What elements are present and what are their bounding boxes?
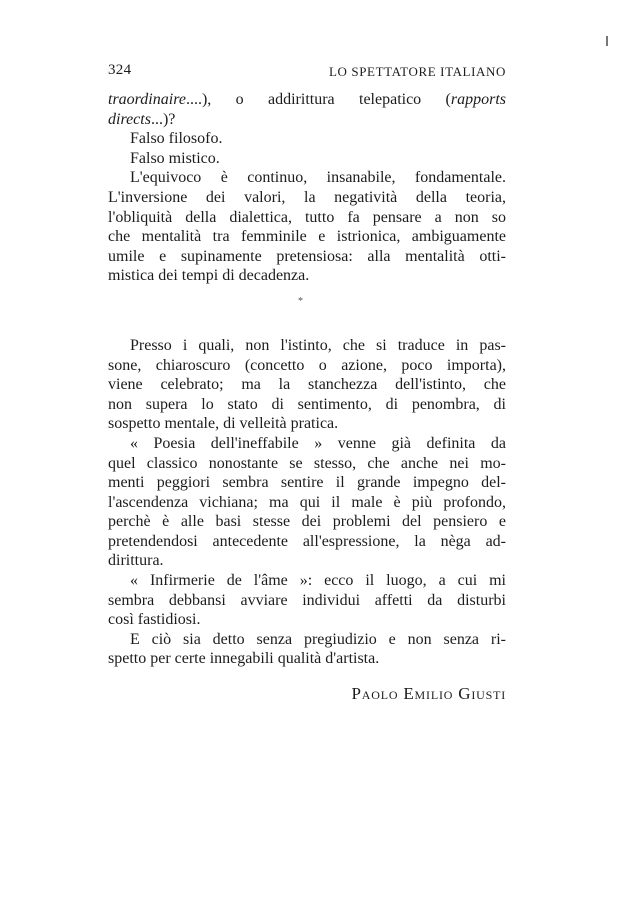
italic-phrase: directs	[108, 110, 151, 128]
author-signature	[352, 684, 506, 704]
text-line: dirittura.	[108, 552, 164, 570]
paragraph-equivoco	[108, 168, 506, 286]
text-line: l'obliquità della dialettica, tutto fa pensare a non so	[108, 208, 506, 226]
text-line: Presso i quali, non l'istinto, che si traduce in pas-	[130, 336, 506, 354]
margin-mark	[606, 36, 608, 46]
journal-title: LO SPETTATORE ITALIANO	[329, 64, 506, 79]
text-line: non supera lo stato di sentimento, di penombra, di	[108, 395, 506, 413]
italic-phrase: rapports	[450, 91, 506, 108]
paragraph-presso	[108, 336, 506, 434]
text-line: quel classico nonostante se stesso, che anche nei mo-	[108, 454, 506, 472]
text-line: directs...)?	[108, 110, 176, 128]
text-line: perchè è alle basi stesse dei problemi del pensiero e	[108, 513, 506, 531]
text-line: « Poesia dell'ineffabile » venne già definita da	[130, 434, 506, 452]
text-line: menti peggiori sembra sentire il grande impegno del-	[108, 474, 506, 492]
italic-phrase: traordinaire	[108, 91, 186, 108]
text-line: umile e supinamente pretensiosa: alla mentalità otti-	[108, 247, 506, 265]
text-line: così fastidiosi.	[108, 611, 201, 629]
text-line: l'ascendenza vichiana; ma qui il male è più profondo,	[108, 493, 506, 511]
section-break-mark: *	[298, 295, 303, 307]
text-line: viene celebrato; ma la stanchezza dell'istinto, che	[108, 376, 506, 394]
running-head	[108, 62, 506, 86]
text-line: sone, chiaroscuro (concetto o azione, poco importa),	[108, 356, 506, 374]
text-line: « Infirmerie de l'âme »: ecco il luogo, a cui mi	[130, 572, 506, 590]
text-line: spetto per certe innegabili qualità d'artista.	[108, 650, 380, 668]
page-number: 324	[108, 62, 132, 78]
section-break	[108, 286, 506, 336]
text-line: Falso filosofo.	[130, 130, 223, 148]
paragraph-continuation	[108, 90, 506, 129]
text-line: E ciò sia detto senza pregiudizio e non senza ri-	[130, 630, 506, 648]
text-line: mistica dei tempi di decadenza.	[108, 267, 310, 285]
text-line: sospetto mentale, di velleità pratica.	[108, 415, 339, 433]
text-line: che mentalità tra femminile e istrionica, ambiguamente	[108, 228, 506, 246]
author-name: Paolo Emilio Giusti	[351, 684, 506, 703]
body-text	[108, 90, 506, 669]
text-line: sembra debbansi avviare individui affetti da disturbi	[108, 591, 506, 609]
paragraph-infirmerie	[108, 571, 506, 630]
text-line: Falso mistico.	[130, 149, 220, 167]
paragraph-falso-filosofo	[108, 129, 506, 149]
paragraph-poesia	[108, 434, 506, 571]
text-line: L'equivoco è continuo, insanabile, fondamentale.	[130, 169, 506, 187]
text-line: traordinaire....), o addirittura telepatico (rapports	[108, 91, 506, 108]
paragraph-falso-mistico	[108, 149, 506, 169]
paragraph-conclusion	[108, 630, 506, 669]
text-line: pretendendosi antecedente all'espressione, la nèga ad-	[108, 532, 506, 550]
text-line: L'inversione dei valori, la negatività della teoria,	[108, 188, 506, 206]
